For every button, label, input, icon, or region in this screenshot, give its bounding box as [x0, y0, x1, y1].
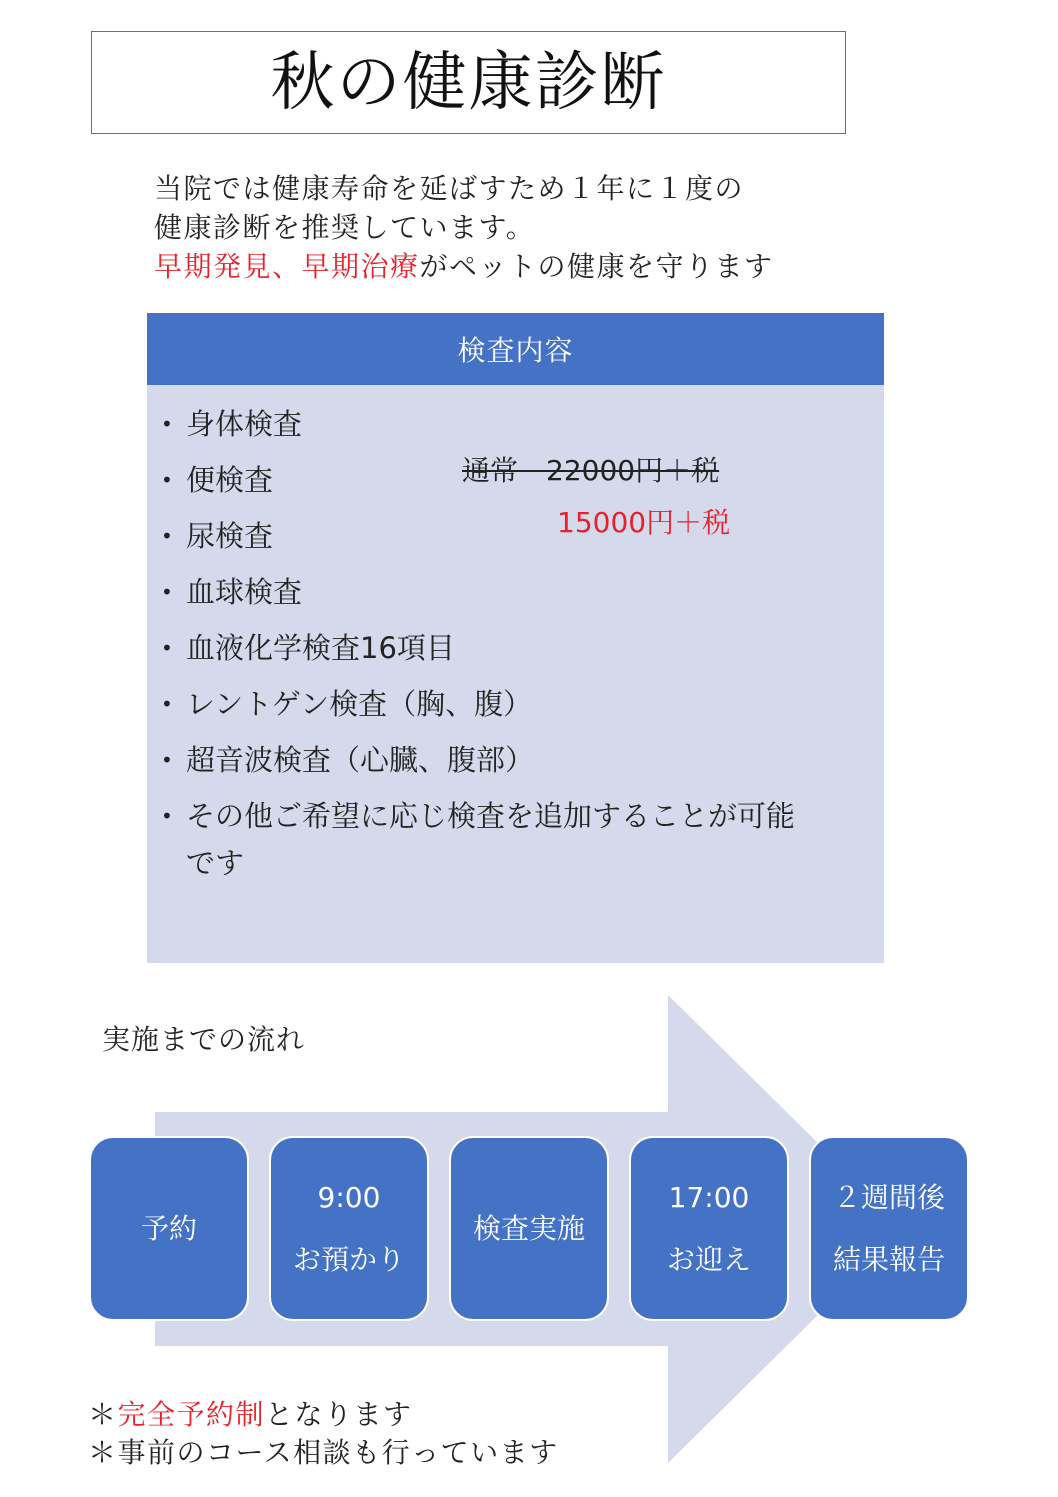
flow-step-reservation: [89, 1136, 249, 1321]
exam-item-label: 血液化学検査16項目: [186, 631, 455, 665]
flow-step-examination: [449, 1136, 609, 1321]
exam-item-label: 身体検査: [186, 407, 303, 441]
note-reservation: [88, 1396, 559, 1434]
bullet-icon: •: [161, 412, 173, 436]
bullet-icon: •: [161, 692, 173, 716]
exam-item-label: 血球検査: [186, 575, 303, 609]
flow-step-dropoff: [269, 1136, 429, 1321]
intro-highlight: 早期発見、早期治療: [154, 250, 420, 283]
price-regular: 通常 22000円＋税: [462, 454, 720, 487]
flow-step-line1: 9:00: [317, 1180, 381, 1214]
note-consultation: [88, 1434, 559, 1472]
flow-step-line1: 17:00: [668, 1180, 750, 1214]
bullet-icon: •: [161, 804, 173, 828]
exam-item-label: 便検査: [186, 463, 274, 497]
intro-line-2: 健康診断を推奨しています。: [154, 211, 536, 244]
notes: [88, 1396, 559, 1472]
flow-heading: 実施までの流れ: [102, 1023, 306, 1056]
bullet-icon: •: [161, 636, 173, 660]
flow-step-line1: 予約: [140, 1211, 197, 1245]
bullet-icon: •: [161, 524, 173, 548]
exam-item-label: その他ご希望に応じ検査を追加することが可能 です: [186, 799, 796, 880]
exam-item-label: レントゲン検査（胸、腹）: [186, 687, 533, 721]
note-prefix: ＊: [88, 1436, 118, 1469]
intro-line-1: 当院では健康寿命を延ばすため１年に１度の: [154, 172, 745, 205]
page-title: 秋の健康診断: [270, 45, 667, 120]
flow-step-pickup: [629, 1136, 789, 1321]
flow-step-line1: 検査実施: [472, 1211, 585, 1245]
note-prefix: ＊: [88, 1398, 118, 1431]
bullet-icon: •: [161, 468, 173, 492]
bullet-icon: •: [161, 580, 173, 604]
note-2-text: 事前のコース相談も行っています: [117, 1436, 559, 1469]
flow-step-line2: お迎え: [666, 1242, 751, 1276]
intro-line-3-rest: がペットの健康を守ります: [419, 250, 774, 283]
bullet-icon: •: [161, 748, 173, 772]
exam-item-label: 超音波検査（心臓、腹部）: [186, 743, 535, 777]
exam-panel-header: 検査内容: [147, 313, 884, 385]
exam-item-label: 尿検査: [186, 519, 274, 553]
note-highlight: 完全予約制: [117, 1398, 266, 1431]
flow-step-results: [809, 1136, 969, 1321]
flow-step-line2: 結果報告: [832, 1242, 945, 1276]
price-sale: 15000円＋税: [557, 506, 731, 539]
flow-step-line1: ２週間後: [832, 1180, 945, 1214]
flow-step-line2: お預かり: [292, 1242, 405, 1276]
note-1-rest: となります: [265, 1398, 413, 1431]
